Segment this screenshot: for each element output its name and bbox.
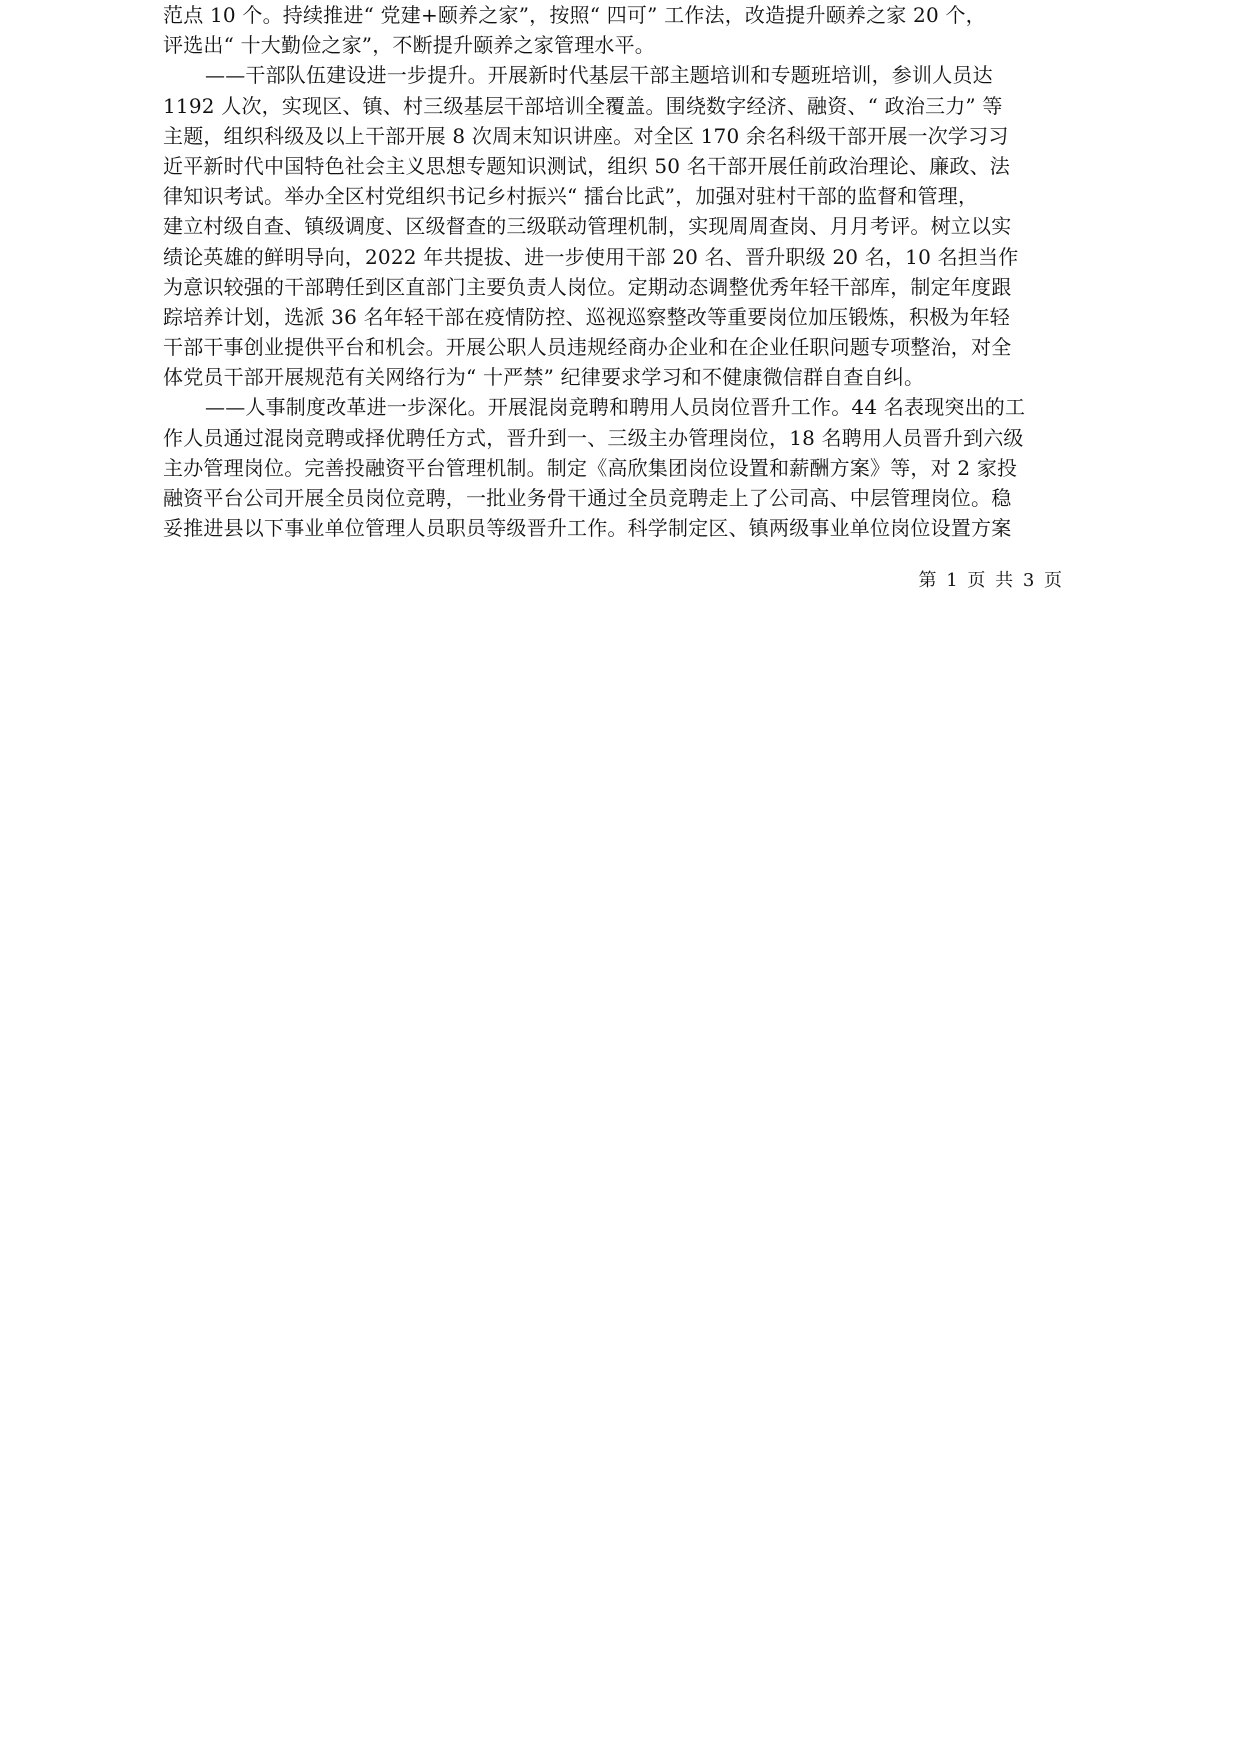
text-line: 建立村级自查、镇级调度、区级督查的三级联动管理机制，实现周周查岗、月月考评。树立以实 <box>163 214 1012 239</box>
page-number: 第 1 页 共 3 页 <box>918 570 1064 591</box>
text-line: 作人员通过混岗竞聘或择优聘任方式，晋升到一、三级主办管理岗位，18 名聘用人员晋升到六级 <box>163 425 1024 450</box>
paragraph-start-line: ——干部队伍建设进一步提升。开展新时代基层干部主题培训和专题班培训，参训人员达 <box>205 63 993 88</box>
text-line: 近平新时代中国特色社会主义思想专题知识测试，组织 50 名干部开展任前政治理论、廉政、法 <box>163 153 1010 178</box>
document-body <box>163 0 1079 543</box>
text-line: 体党员干部开展规范有关网络行为“ 十严禁” 纪律要求学习和不健康微信群自查自纠。 <box>163 365 925 390</box>
text-line: 妥推进县以下事业单位管理人员职员等级晋升工作。科学制定区、镇两级事业单位岗位设置方案 <box>163 516 1012 541</box>
text-line: 踪培养计划，选派 36 名年轻干部在疫情防控、巡视巡察整改等重要岗位加压锻炼，积极为年轻 <box>163 304 1010 329</box>
text-line: 主题，组织科级及以上干部开展 8 次周末知识讲座。对全区 170 余名科级干部开展一次学习习 <box>163 123 1009 148</box>
text-line: 主办管理岗位。完善投融资平台管理机制。制定《高欣集团岗位设置和薪酬方案》等，对 2 家投 <box>163 455 1018 480</box>
text-line: 范点 10 个。持续推进“ 党建+颐养之家”，按照“ 四可” 工作法，改造提升颐养之家 20 个， <box>163 3 986 27</box>
paragraph-start-line: ——人事制度改革进一步深化。开展混岗竞聘和聘用人员岗位晋升工作。44 名表现突出的工 <box>205 395 1026 420</box>
text-line: 律知识考试。举办全区村党组织书记乡村振兴“ 擂台比武”，加强对驻村干部的监督和管理， <box>163 184 979 209</box>
text-line: 干部干事创业提供平台和机会。开展公职人员违规经商办企业和在企业任职问题专项整治，对全 <box>163 335 1012 360</box>
text-line: 融资平台公司开展全员岗位竞聘，一批业务骨干通过全员竞聘走上了公司高、中层管理岗位。稳 <box>163 486 1012 510</box>
text-line: 为意识较强的干部聘任到区直部门主要负责人岗位。定期动态调整优秀年轻干部库，制定年度跟 <box>163 274 1012 299</box>
text-line: 绩论英雄的鲜明导向，2022 年共提拔、进一步使用干部 20 名、晋升职级 20 名，10 名担当作 <box>163 244 1019 269</box>
text-line: 评选出“ 十大勤俭之家”，不断提升颐养之家管理水平。 <box>163 33 656 58</box>
text-line: 1192 人次，实现区、镇、村三级基层干部培训全覆盖。围绕数字经济、融资、“ 政治三力” 等 <box>163 93 1003 118</box>
